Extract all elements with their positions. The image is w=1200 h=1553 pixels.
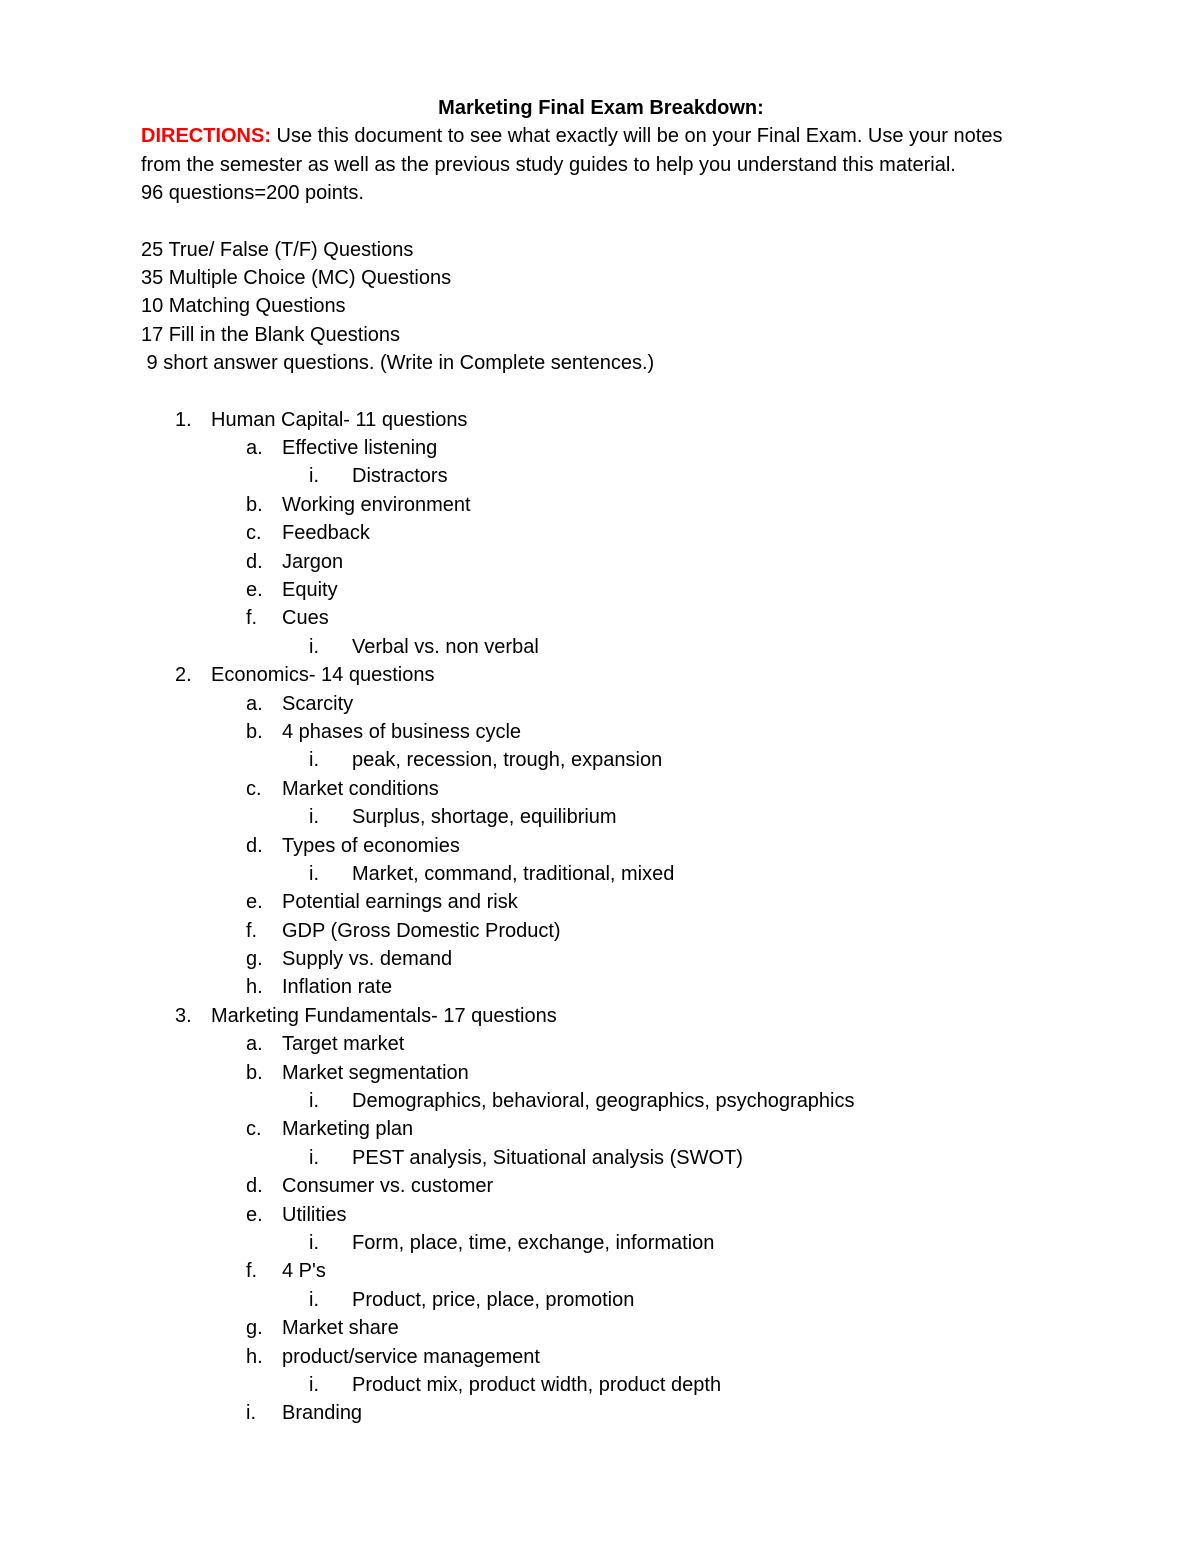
outline-marker: i. <box>246 1402 256 1425</box>
outline-marker: i. <box>309 862 319 885</box>
outline-subitem <box>141 491 1041 519</box>
outline-subitem <box>141 519 1041 547</box>
outline-marker: g. <box>246 948 263 971</box>
points-line: 96 questions=200 points. <box>141 182 364 205</box>
outline-subitem <box>141 917 1041 945</box>
outline-detail <box>141 746 1041 774</box>
outline-text: Surplus, shortage, equilibrium <box>352 806 617 829</box>
outline-text: 4 P's <box>282 1260 326 1283</box>
outline-marker: i. <box>309 749 319 772</box>
outline-text: Scarcity <box>282 692 354 715</box>
outline-subitem <box>141 1030 1041 1058</box>
outline-marker: i. <box>309 635 319 658</box>
outline-subitem <box>141 1257 1041 1285</box>
outline-subitem <box>141 945 1041 973</box>
outline-marker: i. <box>309 465 319 488</box>
outline-detail <box>141 1286 1041 1314</box>
outline-marker: f. <box>246 919 258 942</box>
outline-detail <box>141 803 1041 831</box>
outline-marker: c. <box>246 1118 262 1141</box>
outline-marker: a. <box>246 692 263 715</box>
outline-text: Demographics, behavioral, geographics, psychographics <box>352 1090 855 1113</box>
outline-detail <box>141 1371 1041 1399</box>
outline-marker: h. <box>246 1345 263 1368</box>
outline-subitem <box>141 576 1041 604</box>
outline-marker: c. <box>246 777 262 800</box>
outline-text: Jargon <box>282 550 344 573</box>
outline-text: Cues <box>282 607 329 630</box>
outline-marker: b. <box>246 720 263 743</box>
outline-text: Product, price, place, promotion <box>352 1288 635 1311</box>
outline-subitem <box>141 973 1041 1001</box>
document-title: Marketing Final Exam Breakdown: <box>438 97 764 119</box>
question-type-item: 25 True/ False (T/F) Questions <box>141 238 414 261</box>
outline-marker: i. <box>309 1373 319 1396</box>
outline-text: Feedback <box>282 522 370 545</box>
outline-marker: a. <box>246 1033 263 1056</box>
outline-text: Potential earnings and risk <box>282 891 518 914</box>
outline-subitem <box>141 434 1041 462</box>
outline-marker: 2. <box>175 664 192 687</box>
outline-subitem <box>141 1059 1041 1087</box>
outline-text: product/service management <box>282 1345 540 1368</box>
outline-text: Human Capital- 11 questions <box>211 408 468 431</box>
outline-marker: e. <box>246 1203 263 1226</box>
outline-text: Supply vs. demand <box>282 948 453 971</box>
outline-marker: a. <box>246 437 263 460</box>
outline-detail <box>141 1087 1041 1115</box>
question-type-item: 9 short answer questions. (Write in Complete sentences.) <box>141 352 655 375</box>
outline-subitem <box>141 718 1041 746</box>
outline-text: Product mix, product width, product depth <box>352 1373 722 1396</box>
outline-text: Distractors <box>352 465 448 488</box>
blank-line <box>141 208 1041 236</box>
topic-outline <box>141 406 1041 1428</box>
outline-marker: i. <box>309 1146 319 1169</box>
outline-text: Economics- 14 questions <box>211 664 435 687</box>
directions-paragraph <box>141 122 1041 179</box>
outline-marker: e. <box>246 579 263 601</box>
directions-label: DIRECTIONS: <box>141 125 271 148</box>
outline-text: PEST analysis, Situational analysis (SWOT) <box>352 1146 743 1169</box>
document-page <box>141 94 1041 1428</box>
outline-marker: d. <box>246 550 263 573</box>
outline-section <box>141 1002 1041 1030</box>
outline-marker: f. <box>246 1260 258 1283</box>
question-type-item: 10 Matching Questions <box>141 295 346 318</box>
outline-subitem <box>141 888 1041 916</box>
outline-text: Marketing Fundamentals- 17 questions <box>211 1004 557 1027</box>
outline-marker: i. <box>309 1231 319 1254</box>
outline-text: Inflation rate <box>282 976 393 999</box>
outline-subitem <box>141 1343 1041 1371</box>
outline-detail <box>141 462 1041 490</box>
question-type-item: 17 Fill in the Blank Questions <box>141 323 401 346</box>
outline-detail <box>141 633 1041 661</box>
outline-marker: f. <box>246 607 258 630</box>
outline-text: peak, recession, trough, expansion <box>352 749 663 772</box>
outline-text: Consumer vs. customer <box>282 1175 494 1198</box>
outline-text: 4 phases of business cycle <box>282 720 522 743</box>
outline-text: Types of economies <box>282 834 460 857</box>
outline-text: Working environment <box>282 493 471 516</box>
outline-marker: d. <box>246 834 263 857</box>
outline-marker: i. <box>309 806 319 829</box>
outline-section <box>141 661 1041 689</box>
outline-subitem <box>141 775 1041 803</box>
question-type-item: 35 Multiple Choice (MC) Questions <box>141 267 452 290</box>
outline-section <box>141 406 1041 434</box>
outline-subitem <box>141 1115 1041 1143</box>
outline-subitem <box>141 1201 1041 1229</box>
outline-text: Verbal vs. non verbal <box>352 635 539 658</box>
outline-marker: b. <box>246 1061 263 1084</box>
outline-subitem <box>141 604 1041 632</box>
outline-marker: e. <box>246 891 263 914</box>
outline-marker: g. <box>246 1317 263 1340</box>
outline-text: Marketing plan <box>282 1118 414 1141</box>
outline-subitem <box>141 1172 1041 1200</box>
outline-subitem <box>141 1399 1041 1427</box>
outline-marker: b. <box>246 493 263 516</box>
outline-text: Market share <box>282 1317 399 1340</box>
outline-text: Target market <box>282 1033 405 1056</box>
outline-text: Utilities <box>282 1203 347 1226</box>
question-type-list <box>141 236 1041 378</box>
outline-detail <box>141 1229 1041 1257</box>
outline-text: Market conditions <box>282 777 439 800</box>
outline-text: Branding <box>282 1402 363 1425</box>
outline-subitem <box>141 832 1041 860</box>
outline-marker: 1. <box>175 408 192 431</box>
outline-marker: d. <box>246 1175 263 1198</box>
outline-subitem <box>141 690 1041 718</box>
outline-marker: c. <box>246 522 262 545</box>
outline-text: Effective listening <box>282 437 438 460</box>
directions-text: Use this document to see what exactly will be on your Final Exam. Use your notes from the semester as well as the previous study guides to help you understand this material. <box>141 125 1003 176</box>
outline-marker: i. <box>309 1090 319 1113</box>
outline-text: Equity <box>282 579 338 601</box>
outline-marker: 3. <box>175 1004 192 1027</box>
outline-text: GDP (Gross Domestic Product) <box>282 919 561 942</box>
outline-text: Market segmentation <box>282 1061 469 1084</box>
outline-detail <box>141 860 1041 888</box>
outline-subitem <box>141 1314 1041 1342</box>
outline-text: Market, command, traditional, mixed <box>352 862 675 885</box>
outline-detail <box>141 1144 1041 1172</box>
outline-marker: h. <box>246 976 263 999</box>
outline-text: Form, place, time, exchange, information <box>352 1231 715 1254</box>
outline-subitem <box>141 548 1041 576</box>
outline-marker: i. <box>309 1288 319 1311</box>
